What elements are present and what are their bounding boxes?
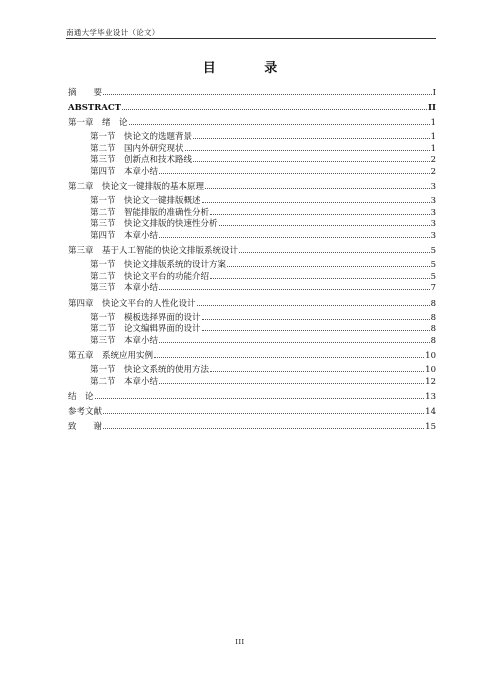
toc-entry-section[interactable] [68,167,436,179]
toc-entry-section[interactable] [68,219,436,231]
toc-leader-dots [202,202,430,203]
toc-leader-dots [210,214,430,215]
toc-entry-section[interactable] [68,132,436,144]
toc-entry-page: 3 [430,196,436,206]
toc-entry-label: ABSTRACT [68,103,121,113]
toc-entry-chapter[interactable] [68,244,436,259]
toc-entry-label: 第一节 快论文排版系统的设计方案 [90,260,227,270]
toc-leader-dots [227,266,430,267]
toc-leader-dots [202,330,430,331]
toc-entry-section[interactable] [68,377,436,389]
toc-entry-page: 8 [430,324,436,334]
toc-entry-label: 第二章 快论文一键排版的基本原理 [68,182,205,192]
toc-entry-chapter[interactable] [68,349,436,364]
toc-entry-section[interactable] [68,196,436,208]
toc-entry-label: 第二节 国内外研究现状 [90,143,184,154]
toc-leader-dots [103,428,424,429]
toc-entry-page: 3 [430,182,436,192]
toc-entry-section[interactable] [68,231,436,243]
toc-leader-dots [122,109,427,110]
toc-entry-label: 第三节 创新点和技术路线 [90,155,193,165]
table-of-contents [68,86,436,435]
toc-entry-chapter[interactable] [68,116,436,131]
toc-leader-dots [239,252,430,253]
toc-entry-label: 第四节 本章小结 [90,230,159,241]
toc-entry-label: 第二节 本章小结 [90,376,159,387]
toc-entry-label: 第一节 快论文一键排版概述 [90,196,201,206]
toc-leader-dots [159,342,430,343]
toc-leader-dots [103,413,424,414]
toc-entry-label: 第二节 智能排版的准确性分析 [90,207,210,218]
running-header: 南通大学毕业设计（论文） [66,28,160,37]
toc-entry-page: 2 [430,166,436,177]
toc-title: 目 录 [202,61,300,76]
toc-leader-dots [197,305,430,306]
toc-leader-dots [129,124,430,125]
toc-entry-label: 致 谢 [68,422,103,432]
toc-entry-chapter[interactable] [68,297,436,312]
toc-entry-page: 2 [430,155,436,165]
toc-leader-dots [154,357,424,358]
toc-entry-label: 参考文献 [68,407,103,417]
toc-entry-chapter[interactable] [68,101,436,116]
toc-entry-chapter[interactable] [68,405,436,420]
toc-leader-dots [193,138,430,139]
toc-leader-dots [103,94,432,95]
toc-entry-page: 8 [430,312,436,323]
toc-leader-dots [95,398,425,399]
toc-leader-dots [210,278,430,279]
toc-entry-page: 5 [430,271,436,282]
toc-entry-chapter[interactable] [68,390,436,405]
toc-leader-dots [219,225,430,226]
toc-entry-section[interactable] [68,336,436,348]
toc-leader-dots [159,173,430,174]
toc-entry-label: 第二节 论文编辑界面的设计 [90,324,201,334]
toc-entry-label: 第三节 本章小结 [90,335,159,346]
toc-entry-page: 12 [425,376,436,387]
toc-leader-dots [159,289,430,290]
toc-entry-page: 15 [425,422,436,432]
toc-entry-section[interactable] [68,155,436,167]
toc-leader-dots [159,237,430,238]
toc-leader-dots [202,319,430,320]
toc-entry-label: 第四章 快论文平台的人性化设计 [68,298,196,309]
toc-entry-label: 第五章 系统应用实例 [68,351,154,361]
toc-entry-label: 第一节 快论文系统的使用方法 [90,365,210,375]
toc-entry-page: 5 [430,260,436,270]
toc-entry-page: 10 [425,351,436,361]
toc-leader-dots [193,161,430,162]
toc-entry-label: 第四节 本章小结 [90,166,159,177]
toc-entry-page: 3 [430,230,436,241]
toc-leader-dots [205,188,430,189]
toc-entry-page: 1 [430,143,436,154]
toc-entry-section[interactable] [68,324,436,336]
toc-entry-page: 1 [430,132,436,142]
toc-entry-page: 14 [425,407,436,417]
toc-entry-chapter[interactable] [68,180,436,195]
toc-leader-dots [159,383,424,384]
toc-entry-label: 结 论 [68,392,94,402]
toc-entry-page: 8 [430,298,436,309]
toc-entry-section[interactable] [68,272,436,284]
toc-leader-dots [210,371,424,372]
toc-entry-page: 8 [430,335,436,346]
toc-entry-section[interactable] [68,365,436,377]
toc-entry-chapter[interactable] [68,86,436,101]
toc-entry-label: 第三章 基于人工智能的快论文排版系统设计 [68,246,239,256]
toc-leader-dots [185,150,430,151]
toc-entry-page: 1 [430,118,436,128]
toc-entry-section[interactable] [68,260,436,272]
toc-entry-page: 5 [430,246,436,256]
toc-entry-section[interactable] [68,144,436,156]
toc-entry-label: 第一节 模板选择界面的设计 [90,312,201,323]
toc-entry-page: I [432,88,436,98]
toc-entry-page: II [428,103,436,113]
toc-entry-label: 第一章 绪 论 [68,118,128,128]
toc-entry-chapter[interactable] [68,420,436,435]
toc-entry-label: 第三节 本章小结 [90,283,159,293]
toc-entry-page: 13 [425,392,436,402]
toc-entry-page: 3 [430,219,436,229]
toc-entry-label: 摘 要 [68,88,103,98]
page-number: III [235,638,245,646]
toc-entry-section[interactable] [68,208,436,220]
toc-entry-label: 第二节 快论文平台的功能介绍 [90,271,210,282]
toc-entry-page: 7 [430,283,436,293]
toc-entry-page: 10 [425,365,436,375]
toc-entry-section[interactable] [68,313,436,325]
toc-entry-section[interactable] [68,283,436,295]
toc-entry-label: 第一节 快论文的选题背景 [90,132,193,142]
header-divider [66,38,436,39]
toc-entry-label: 第三节 快论文排版的快速性分析 [90,219,218,229]
toc-entry-page: 3 [430,207,436,218]
